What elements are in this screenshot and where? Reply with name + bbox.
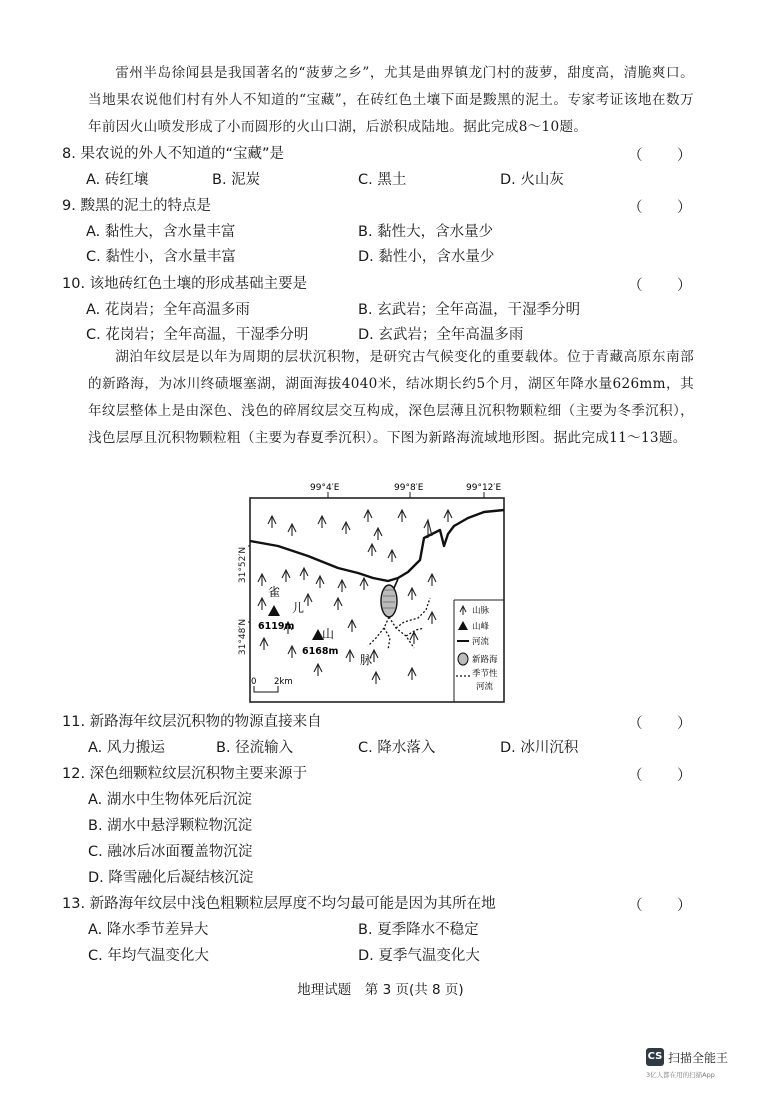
answer-blank-12[interactable]: （ ）	[628, 768, 702, 784]
q10-option-d: D. 玄武岩；全年高温多雨	[358, 327, 524, 343]
answer-blank-13[interactable]: （ ）	[628, 898, 702, 914]
q13-option-d: D. 夏季气温变化大	[358, 948, 480, 964]
page-footer: 地理试题 第 3 页(共 8 页)	[297, 982, 464, 998]
legend-seasonal-river-1: 季节性	[472, 669, 498, 679]
camscanner-title: 扫描全能王	[668, 1050, 729, 1065]
q10-option-a: A. 花岗岩；全年高温多雨	[86, 302, 250, 318]
lat-label-1: 31°52′N	[238, 546, 248, 584]
peak-elevation-2: 6168m	[302, 646, 339, 657]
q8-option-b: B. 泥炭	[212, 172, 261, 188]
answer-blank-10[interactable]: （ ）	[628, 278, 702, 294]
legend-mountain: 山脉	[472, 606, 490, 616]
intro-passage-2: 湖泊年纹层是以年为周期的层状沉积物，是研究古气候变化的重要载体。位于青藏高原东南部的新路海，为冰川终碛堰塞湖，湖面海拔4040米，结冰期长约5个月，湖区年降水量626mm，其年纹层整体上是由深色、浅色的碎屑纹层交互构成，深色层薄且沉积物颗粒细（主要为冬季沉积），浅色层厚且沉积物颗粒粗（主要为春夏季沉积）。下图为新路海流域地形图。据此完成11～13题。	[88, 349, 694, 446]
range-label-1: 雀	[268, 585, 281, 599]
legend-river: 河流	[472, 637, 490, 647]
q11-option-d: D. 冰川沉积	[500, 740, 579, 756]
answer-blank-8[interactable]: （ ）	[628, 148, 702, 164]
q13-option-a: A. 降水季节差异大	[88, 922, 209, 938]
q11-option-c: C. 降水落入	[358, 740, 436, 756]
lon-label-3: 99°12′E	[466, 483, 502, 493]
q13-option-c: C. 年均气温变化大	[88, 948, 209, 964]
question-13-stem: 13. 新路海年纹层中浅色粗颗粒层厚度不均匀最可能是因为其所在地	[62, 896, 496, 912]
q11-option-b: B. 径流输入	[216, 740, 294, 756]
lon-label-1: 99°4′E	[310, 483, 340, 493]
q8-option-a: A. 砖红壤	[86, 172, 149, 188]
legend-peak: 山峰	[472, 622, 490, 632]
q12-option-a: A. 湖水中生物体死后沉淀	[88, 792, 252, 808]
peak-elevation-1: 6119m	[258, 621, 295, 632]
question-11-stem: 11. 新路海年纹层沉积物的物源直接来自	[62, 714, 322, 730]
q12-option-c: C. 融冰后冰面覆盖物沉淀	[88, 844, 253, 860]
q8-option-c: C. 黑土	[358, 172, 407, 188]
question-9-stem: 9. 黢黑的泥土的特点是	[62, 198, 211, 214]
q9-option-a: A. 黏性大，含水量丰富	[86, 224, 236, 240]
scale-label-0: 0	[251, 677, 257, 687]
lon-label-2: 99°8′E	[394, 483, 424, 493]
answer-blank-11[interactable]: （ ）	[628, 716, 702, 732]
q11-option-a: A. 风力搬运	[88, 740, 165, 756]
question-10-stem: 10. 该地砖红色土壤的形成基础主要是	[62, 276, 308, 292]
q12-option-d: D. 降雪融化后凝结核沉淀	[88, 870, 254, 886]
question-8-stem: 8. 果农说的外人不知道的“宝藏”是	[62, 146, 284, 162]
scale-label-2km: 2km	[274, 677, 293, 687]
q10-option-b: B. 玄武岩；全年高温，干湿季分明	[358, 302, 581, 318]
legend-lake: 新路海	[472, 655, 498, 665]
q9-option-b: B. 黏性大，含水量少	[358, 224, 494, 240]
range-label-4: 脉	[360, 653, 373, 667]
q13-option-b: B. 夏季降水不稳定	[358, 922, 479, 938]
xinluhai-basin-map	[248, 478, 506, 704]
legend-seasonal-river-2: 河流	[476, 682, 494, 692]
q9-option-d: D. 黏性小，含水量少	[358, 249, 495, 265]
question-12-stem: 12. 深色细颗粒纹层沉积物主要来源于	[62, 766, 308, 782]
camscanner-tagline: 3亿人都在用的扫描App	[646, 1071, 715, 1079]
intro-passage-1: 雷州半岛徐闻县是我国著名的“菠萝之乡”，尤其是曲界镇龙门村的菠萝，甜度高，清脆爽口。当地果农说他们村有外人不知道的“宝藏”，在砖红色土壤下面是黢黑的泥土。专家考证该地在数万年前因火山喷发形成了小而圆形的火山口湖，后淤积成陆地。据此完成8～10题。	[88, 65, 694, 135]
range-label-2: 儿	[292, 601, 305, 615]
camscanner-watermark	[646, 1048, 728, 1066]
q12-option-b: B. 湖水中悬浮颗粒物沉淀	[88, 818, 253, 834]
camscanner-logo-icon: CS	[646, 1048, 664, 1066]
lat-label-2: 31°48′N	[238, 618, 248, 656]
q9-option-c: C. 黏性小，含水量丰富	[86, 249, 236, 265]
q8-option-d: D. 火山灰	[500, 172, 564, 188]
range-label-3: 山	[322, 627, 335, 641]
answer-blank-9[interactable]: （ ）	[628, 200, 702, 216]
q10-option-c: C. 花岗岩；全年高温，干湿季分明	[86, 327, 309, 343]
